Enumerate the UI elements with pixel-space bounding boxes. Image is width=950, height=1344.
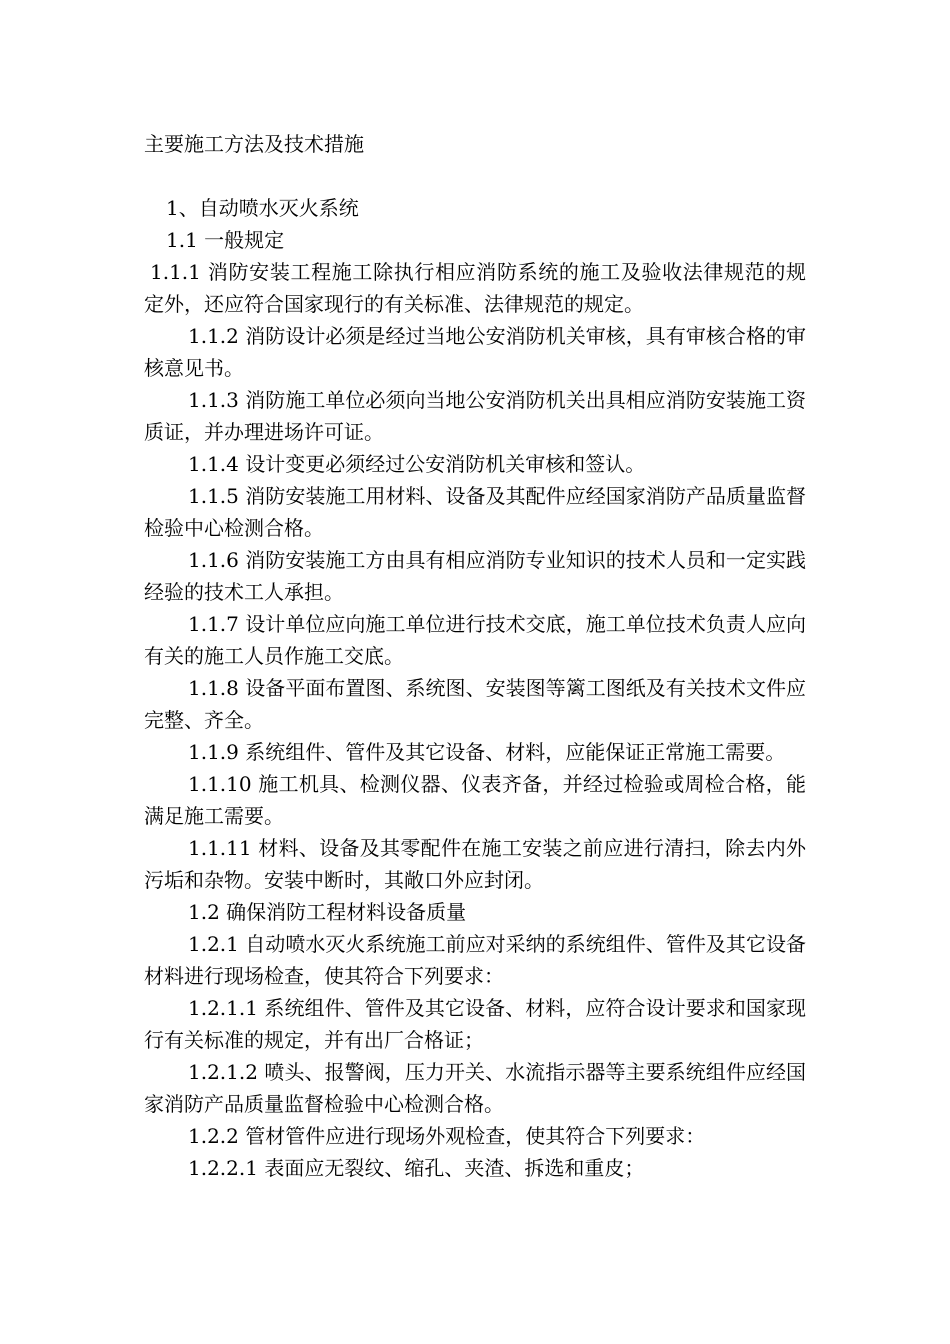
paragraph: 1.1.3 消防施工单位必须向当地公安消防机关出具相应消防安装施工资质证，并办理进场许可证。	[144, 388, 806, 444]
paragraph: 1.1.6 消防安装施工方由具有相应消防专业知识的技术人员和一定实践经验的技术工人承担。	[144, 548, 806, 604]
paragraph: 1.1.8 设备平面布置图、系统图、安装图等篱工图纸及有关技术文件应完整、齐全。	[144, 676, 806, 732]
document-page	[144, 128, 806, 1184]
paragraph: 1.2.2.1 表面应无裂纹、缩孔、夹渣、拆选和重皮；	[188, 1156, 645, 1180]
paragraph: 1.1.2 消防设计必须是经过当地公安消防机关审核，具有审核合格的审核意见书。	[144, 324, 806, 380]
paragraph: 1.1.5 消防安装施工用材料、设备及其配件应经国家消防产品质量监督检验中心检测合格。	[144, 484, 806, 540]
document-title: 主要施工方法及技术措施	[144, 132, 364, 156]
paragraph: 1.1.1 消防安装工程施工除执行相应消防系统的施工及验收法律规范的规定外，还应符合国家现行的有关标准、法律规范的规定。	[144, 260, 806, 316]
paragraph: 1.1.7 设计单位应向施工单位进行技术交底，施工单位技术负责人应向有关的施工人员作施工交底。	[144, 612, 806, 668]
paragraph: 1.1.10 施工机具、检测仪器、仪表齐备，并经过检验或周检合格，能满足施工需要。	[144, 772, 806, 828]
paragraph: 1.2.2 管材管件应进行现场外观检查，使其符合下列要求：	[188, 1124, 706, 1148]
section-heading: 1、自动喷水灭火系统	[166, 196, 359, 220]
paragraph: 1.1.4 设计变更必须经过公安消防机关审核和签认。	[188, 452, 646, 476]
subsection-heading: 1.2 确保消防工程材料设备质量	[188, 900, 467, 924]
paragraph: 1.2.1.1 系统组件、管件及其它设备、材料，应符合设计要求和国家现行有关标准的规定，并有出厂合格证；	[144, 996, 806, 1052]
paragraph: 1.1.9 系统组件、管件及其它设备、材料，应能保证正常施工需要。	[188, 740, 786, 764]
subsection-heading: 1.1 一般规定	[166, 228, 285, 252]
paragraph: 1.1.11 材料、设备及其零配件在施工安装之前应进行清扫，除去内外污垢和杂物。安装中断时，其敞口外应封闭。	[144, 836, 806, 892]
paragraph: 1.2.1 自动喷水灭火系统施工前应对采纳的系统组件、管件及其它设备材料进行现场检查，使其符合下列要求：	[144, 932, 806, 988]
paragraph: 1.2.1.2 喷头、报警阀，压力开关、水流指示器等主要系统组件应经国家消防产品质量监督检验中心检测合格。	[144, 1060, 806, 1116]
